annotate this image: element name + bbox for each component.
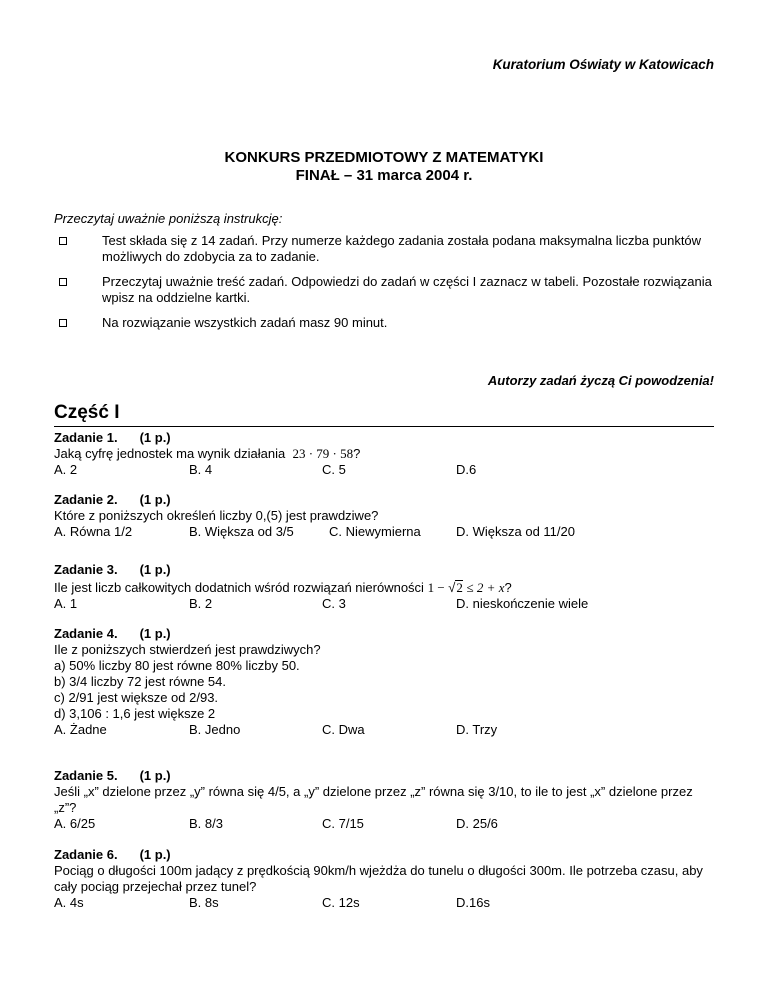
instructions-list [54,233,714,340]
header-org: Kuratorium Oświaty w Katowicach [492,57,714,72]
answer-row: A. Równa 1/2 B. Większa od 3/5 C. Niewymierna D. Większa od 11/20 [54,524,575,539]
instruction-item: Test składa się z 14 zadań. Przy numerze każdego zadania została podana maksymalna liczba punktów możliwych do zdobycia za to zadanie. [54,233,714,265]
answer-row: A. 1 B. 2 C. 3 D. nieskończenie wiele [54,596,589,611]
checkbox-bullet-icon [59,237,67,245]
statement: d) 3,106 : 1,6 jest większe 2 [54,706,216,721]
page-title: KONKURS PRZEDMIOTOWY Z MATEMATYKI [224,149,544,166]
checkbox-bullet-icon [59,278,67,286]
instructions-intro: Przeczytaj uważnie poniższą instrukcję: [54,211,283,226]
instruction-item: Na rozwiązanie wszystkich zadań masz 90 minut. [54,315,714,331]
task-1: Zadanie 1. (1 p.) Jaką cyfrę jednostek ma wynik działania 23 · 79 · 58? A. 2 B. 4 C. 5 D.6 [54,430,714,478]
task-6: Zadanie 6. (1 p.) Pociąg o długości 100m jadący z prędkością 90km/h wjeżdża do tunelu o długości 300m. Ile potrzeba czasu, aby cały pociąg przejechał przez tunel? A. 4s B. 8s C. 12s D.16s [54,847,714,911]
instruction-item: Przeczytaj uważnie treść zadań. Odpowiedzi do zadań w części I zaznacz w tabeli. Pozostałe rozwiązania wpisz na oddzielne kartki. [54,274,714,306]
answer-row: A. 4s B. 8s C. 12s D.16s [54,895,490,910]
section-title: Część I [54,402,714,427]
checkbox-bullet-icon [59,319,67,327]
answer-row: A. Żadne B. Jedno C. Dwa D. Trzy [54,722,498,737]
task-2: Zadanie 2. (1 p.) Które z poniższych określeń liczby 0,(5) jest prawdziwe? A. Równa 1/2 B. Większa od 3/5 C. Niewymierna D. Większa od 11/20 [54,492,714,540]
task-4: Zadanie 4. (1 p.) Ile z poniższych stwierdzeń jest prawdziwych? a) 50% liczby 80 jest równe 80% liczby 50. b) 3/4 liczby 72 jest równe 54. c) 2/91 jest większe od 2/93. d) 3,106 : 1,6 jest większe 2 A. Żadne B. Jedno C. Dwa D. Trzy [54,626,714,738]
page-subtitle: FINAŁ – 31 marca 2004 r. [295,167,473,184]
answer-row: A. 2 B. 4 C. 5 D.6 [54,462,477,477]
answer-row: A. 6/25 B. 8/3 C. 7/15 D. 25/6 [54,816,498,831]
task-5: Zadanie 5. (1 p.) Jeśli „x” dzielone przez „y” równa się 4/5, a „y” dzielone przez „z” równa się 3/10, to ile to jest „x” dzielone przez „z”? A. 6/25 B. 8/3 C. 7/15 D. 25/6 [54,768,714,832]
task-3: Zadanie 3. (1 p.) Ile jest liczb całkowitych dodatnich wśród rozwiązań nierówności 1 − √2 ≤ 2 + x? A. 1 B. 2 C. 3 D. nieskończenie wiele [54,562,714,612]
statement: a) 50% liczby 80 jest równe 80% liczby 50. [54,658,300,673]
good-luck-note: Autorzy zadań życzą Ci powodzenia! [487,373,714,388]
statement: c) 2/91 jest większe od 2/93. [54,690,219,705]
statement: b) 3/4 liczby 72 jest równe 54. [54,674,226,689]
